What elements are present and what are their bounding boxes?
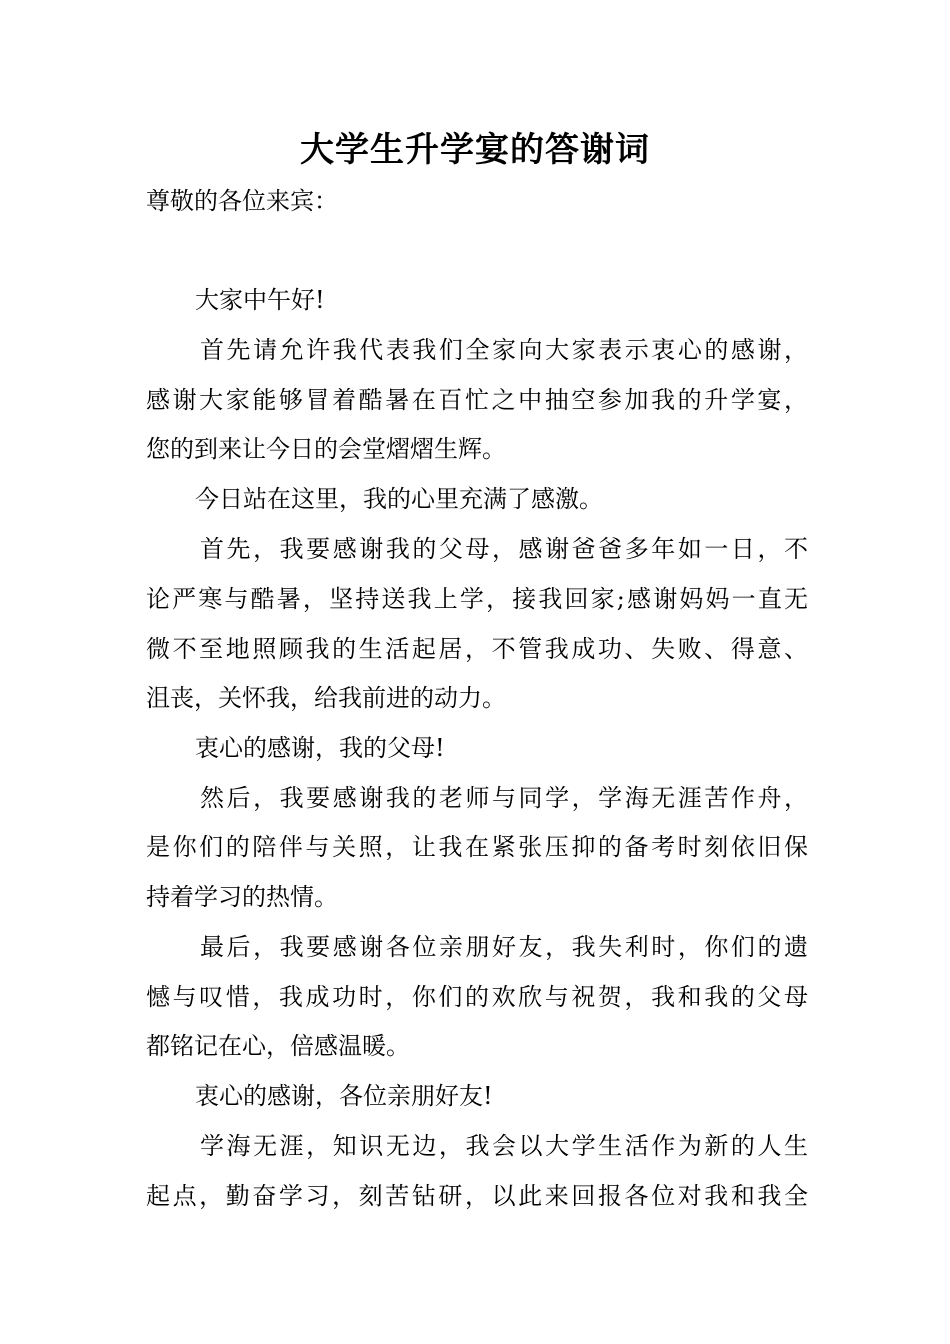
paragraph-line: 持着学习的热情。 <box>146 883 338 911</box>
paragraph-line: 今日站在这里，我的心里充满了感激。 <box>195 485 603 513</box>
paragraph-line: 衷心的感谢，各位亲朋好友! <box>195 1082 493 1110</box>
paragraph-line: 大家中午好! <box>195 286 325 314</box>
paragraph-line: 感谢大家能够冒着酷暑在百忙之中抽空参加我的升学宴， <box>146 386 808 414</box>
salutation: 尊敬的各位来宾： <box>146 187 338 215</box>
paragraph-line: 论严寒与酷暑，坚持送我上学，接我回家;感谢妈妈一直无 <box>146 585 808 613</box>
paragraph-line: 然后，我要感谢我的老师与同学，学海无涯苦作舟， <box>200 784 808 812</box>
paragraph-line: 学海无涯，知识无边，我会以大学生活作为新的人生 <box>200 1132 808 1160</box>
paragraph-line: 您的到来让今日的会堂熠熠生辉。 <box>146 435 506 463</box>
paragraph-line: 是你们的陪伴与关照，让我在紧张压抑的备考时刻依旧保 <box>146 833 808 861</box>
paragraph-line: 衷心的感谢，我的父母! <box>195 734 445 762</box>
paragraph-line: 都铭记在心，倍感温暖。 <box>146 1032 410 1060</box>
paragraph-line: 憾与叹惜，我成功时，你们的欢欣与祝贺，我和我的父母 <box>146 983 808 1011</box>
paragraph-line: 微不至地照顾我的生活起居，不管我成功、失败、得意、 <box>146 635 808 663</box>
paragraph-line: 首先，我要感谢我的父母，感谢爸爸多年如一日，不 <box>200 535 808 563</box>
document-title: 大学生升学宴的答谢词 <box>300 130 650 170</box>
paragraph-line: 首先请允许我代表我们全家向大家表示衷心的感谢， <box>200 336 808 364</box>
paragraph-line: 起点，勤奋学习，刻苦钻研，以此来回报各位对我和我全 <box>146 1182 808 1210</box>
paragraph-line: 最后，我要感谢各位亲朋好友，我失利时，你们的遗 <box>200 933 808 961</box>
paragraph-line: 沮丧，关怀我，给我前进的动力。 <box>146 684 506 712</box>
